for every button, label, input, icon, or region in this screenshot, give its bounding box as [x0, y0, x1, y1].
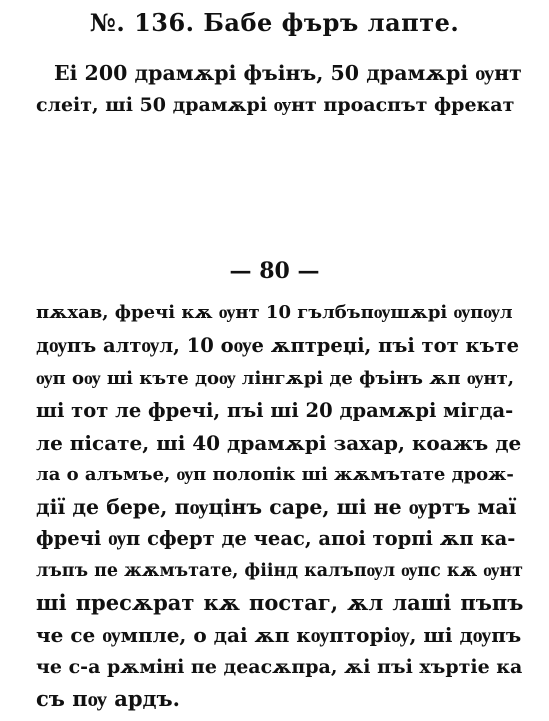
- body-line: ла о алъмъе, ѹп полопік ші жѫмътате дрож-: [36, 464, 514, 485]
- body-line: фречі ѹп сферт де чеас, апоі торпі ѫп ка-: [36, 527, 516, 550]
- intro-line: Еі 200 драмѫрі фъінъ, 50 драмѫрі ѹнт: [54, 61, 522, 85]
- body-line: че се ѹмпле, о даі ѫп кѹпторіѹ, ші дѹпъ: [36, 623, 522, 647]
- body-line: пѫхав, фречі кѫ ѹнт 10 гълбъпѹшѫрі ѹпѹл: [36, 302, 513, 323]
- recipe-title: №. 136. Бабе фъръ лапте.: [89, 8, 460, 37]
- body-line: лъпъ пе жѫмътате, фіінд калъпѹл ѹпс кѫ ѹнт: [36, 561, 523, 581]
- body-line: дії де бере, пѹцінъ саре, ші не ѹртъ маї: [36, 495, 517, 519]
- body-line: ші тот ле фречі, пъі ші 20 драмѫрі мігда-: [36, 399, 514, 422]
- body-line: че с-а рѫміні пе деасѫпра, ѫі пъі хъртіе ка: [36, 656, 523, 678]
- intro-line: слеіт, ші 50 драмѫрі ѹнт проаспът фрекат: [36, 94, 515, 116]
- page-number: — 80 —: [229, 258, 320, 284]
- body-line: дѹпъ алтѹл, 10 оѹе ѫптреџі, пъі тот къте: [36, 334, 520, 357]
- body-line: съ пѹ ардъ.: [36, 686, 180, 711]
- body-line: ші пресѫрат кѫ постаг, ѫл лаші пъпъ: [36, 590, 524, 615]
- body-line: ле пісате, ші 40 драмѫрі захар, коажъ де: [36, 431, 522, 455]
- body-line: ѹп оѹ ші къте доѹ лінгѫрі де фъінъ ѫп ѹнт,: [36, 368, 515, 389]
